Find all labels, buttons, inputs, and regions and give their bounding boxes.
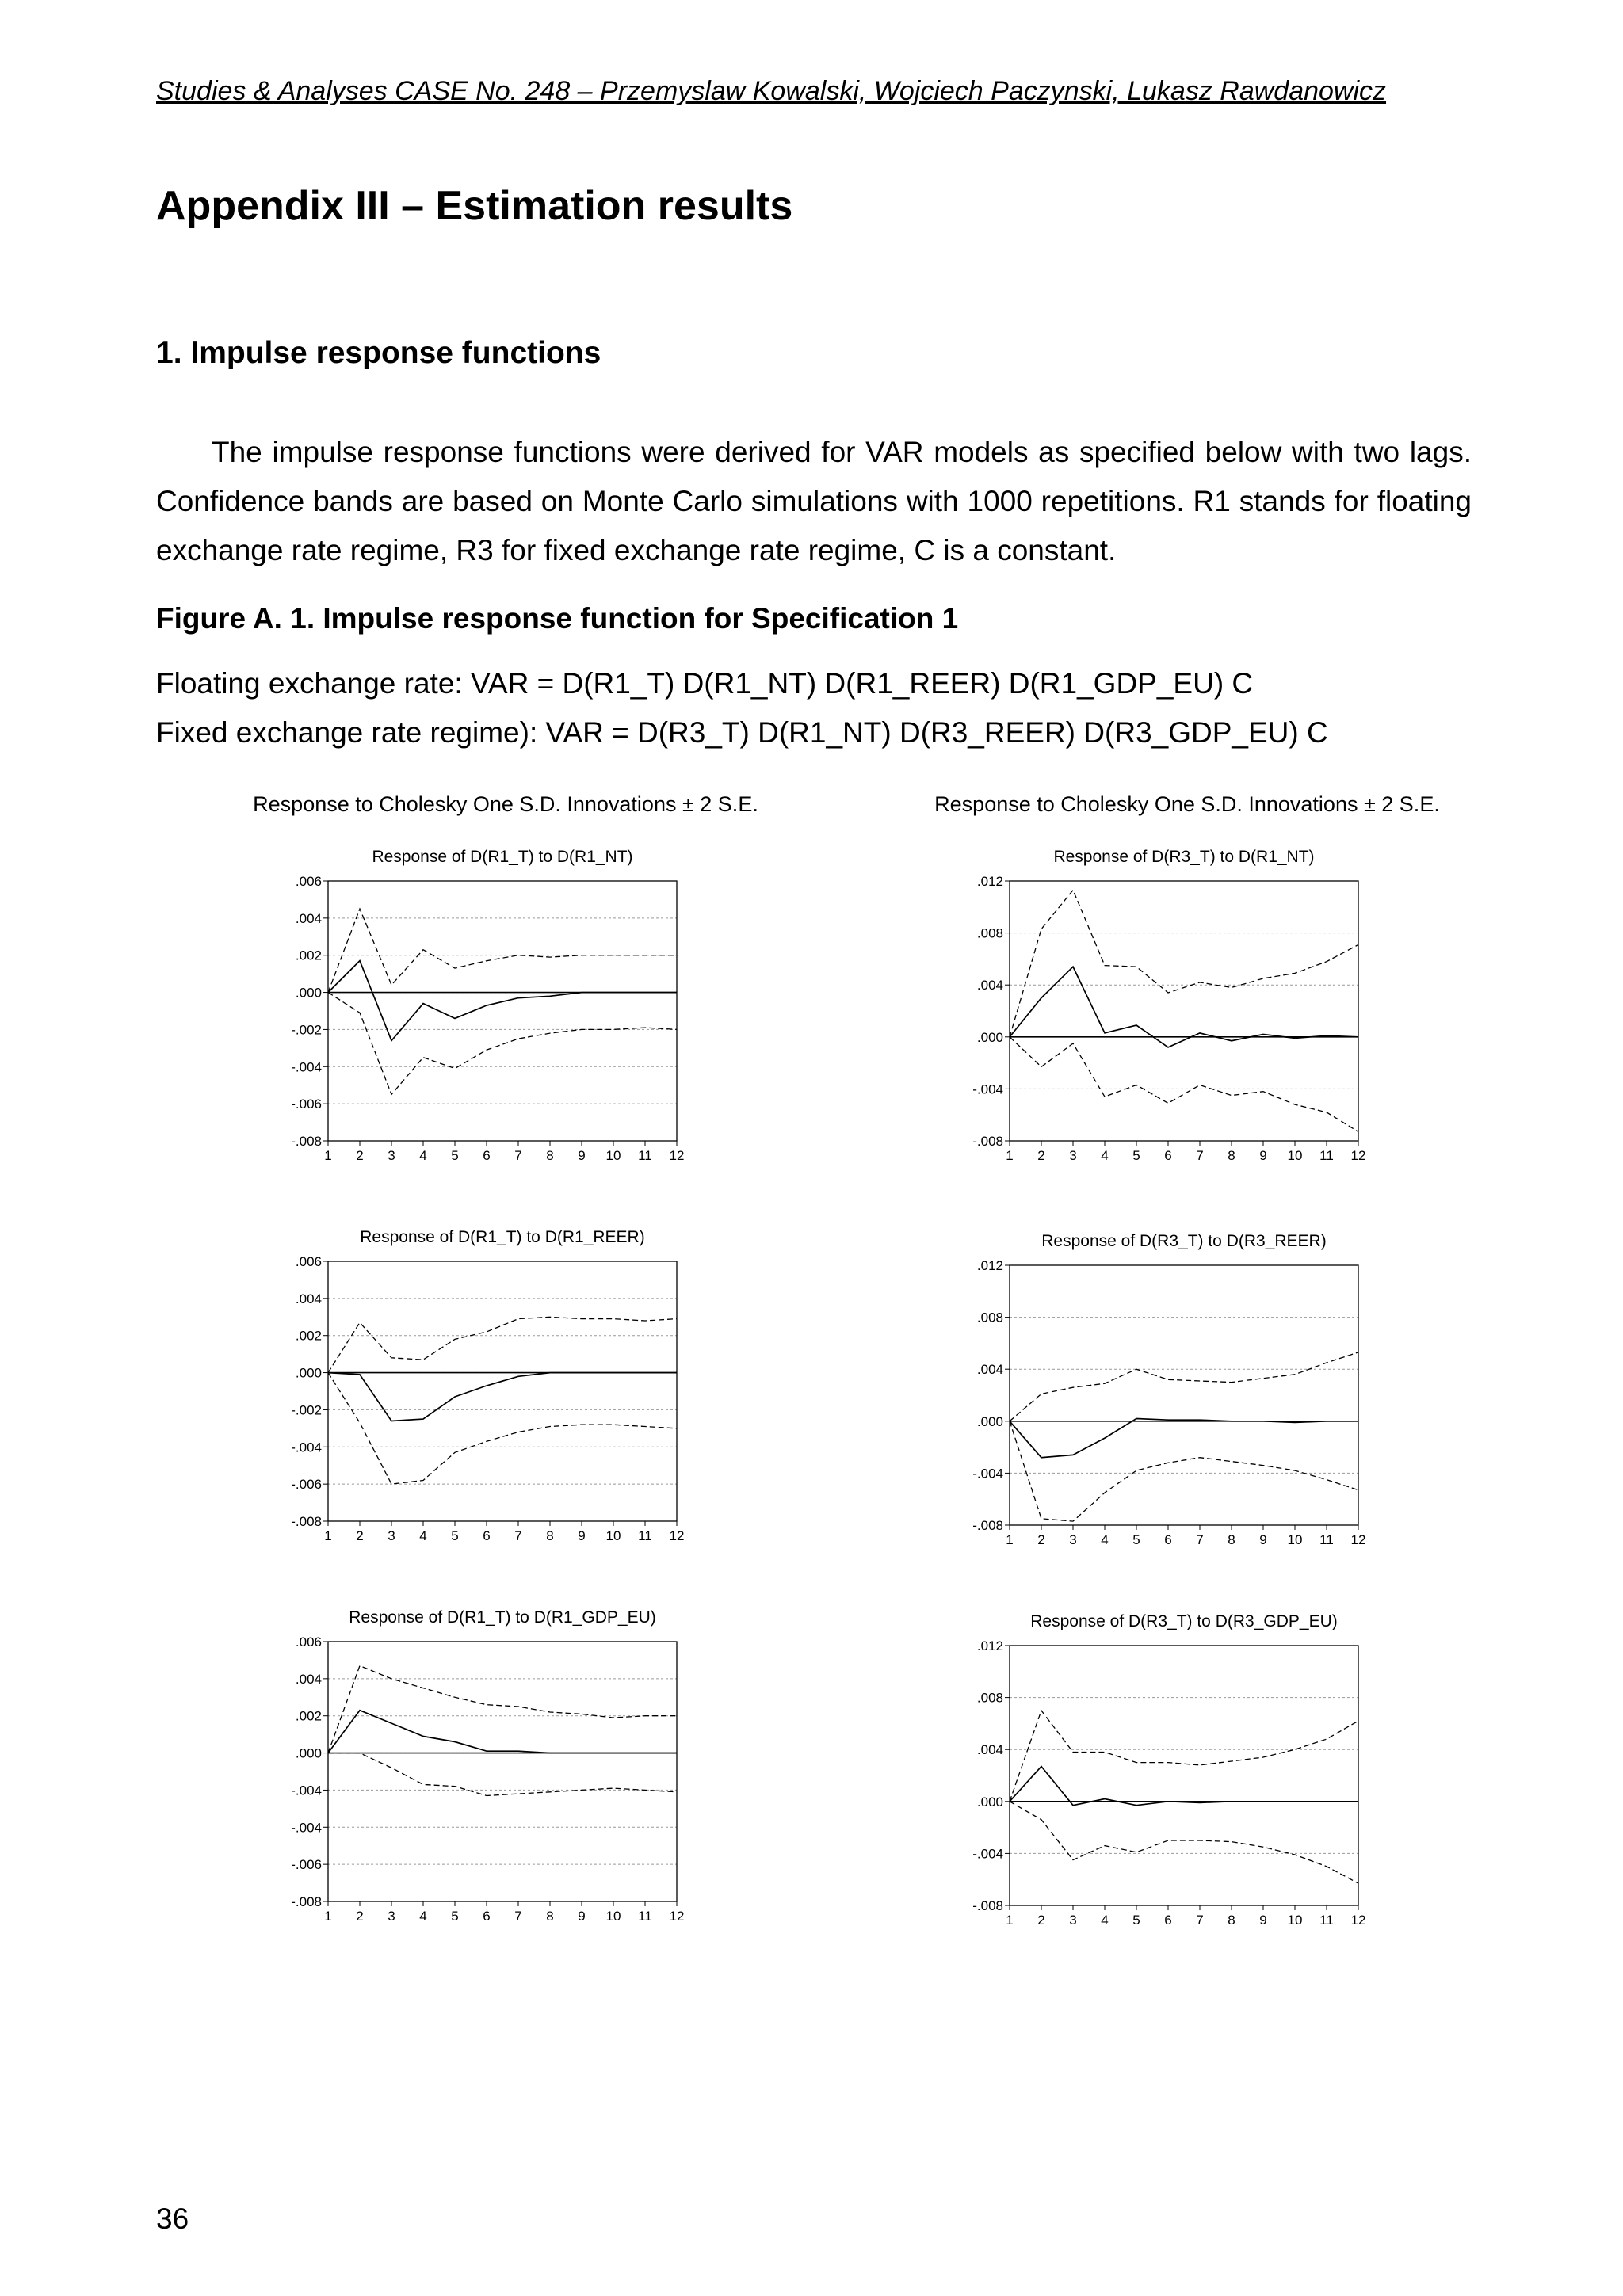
- x-tick-label: 4: [1101, 1532, 1109, 1547]
- x-tick-label: 2: [1037, 1148, 1045, 1163]
- x-tick-label: 9: [1259, 1148, 1267, 1163]
- y-tick-label: .004: [976, 1742, 1003, 1758]
- x-tick-label: 2: [1037, 1532, 1045, 1547]
- figure-caption: Figure A. 1. Impulse response function for Specification 1: [156, 602, 959, 635]
- upper-band-line: [1010, 1711, 1358, 1802]
- chart-title: Response of D(R3_T) to D(R3_REER): [1041, 1232, 1327, 1250]
- chart-r3t-to-r3gdpeu: [943, 1604, 1387, 1937]
- x-tick-label: 4: [419, 1528, 427, 1543]
- x-tick-label: 1: [324, 1148, 332, 1163]
- chart-title: Response of D(R1_T) to D(R1_REER): [360, 1228, 645, 1246]
- y-tick-label: -.004: [291, 1059, 322, 1075]
- x-tick-label: 10: [1287, 1532, 1303, 1547]
- x-tick-label: 4: [419, 1148, 427, 1163]
- y-tick-label: .000: [295, 1745, 322, 1761]
- y-tick-label: .008: [976, 925, 1003, 941]
- intro-paragraph: The impulse response functions were derived for VAR models as specified below with two lags. Confidence bands are based on Monte Carlo simulations with 1000 repetitions. R1 stands for floating exchange rate regime, R3 for fixed exchange rate regime, C is a constant.: [156, 436, 1472, 566]
- y-tick-label: -.008: [972, 1518, 1003, 1533]
- y-tick-label: .000: [976, 1029, 1003, 1045]
- y-tick-label: -.008: [291, 1134, 322, 1149]
- x-tick-label: 7: [1196, 1532, 1204, 1547]
- x-tick-label: 11: [1319, 1913, 1334, 1928]
- y-tick-label: .006: [295, 1634, 322, 1650]
- x-tick-label: 5: [1132, 1913, 1140, 1928]
- x-tick-label: 7: [514, 1528, 522, 1543]
- column-title-floating: Response to Cholesky One S.D. Innovations ± 2 S.E.: [253, 792, 758, 816]
- x-tick-label: 3: [1069, 1913, 1077, 1928]
- y-tick-label: .000: [976, 1413, 1003, 1429]
- x-tick-label: 7: [1196, 1913, 1204, 1928]
- x-tick-label: 3: [1069, 1532, 1077, 1547]
- x-tick-label: 10: [605, 1909, 621, 1924]
- upper-band-line: [328, 1317, 677, 1372]
- x-tick-label: 8: [546, 1528, 554, 1543]
- x-tick-label: 11: [638, 1148, 652, 1163]
- plot-frame: [1010, 881, 1358, 1141]
- chart-title: Response of D(R3_T) to D(R3_GDP_EU): [1030, 1612, 1338, 1630]
- x-tick-label: 10: [1287, 1148, 1303, 1163]
- y-tick-label: .004: [295, 910, 322, 926]
- x-tick-label: 1: [1006, 1532, 1014, 1547]
- y-tick-label: .006: [295, 1254, 322, 1269]
- response-line: [328, 1373, 677, 1421]
- lower-band-line: [1010, 1037, 1358, 1132]
- response-line: [1010, 967, 1358, 1047]
- y-tick-label: -.004: [972, 1846, 1003, 1862]
- spec-fixed: Fixed exchange rate regime): VAR = D(R3_T) D(R1_NT) D(R3_REER) D(R3_GDP_EU) C: [156, 716, 1328, 749]
- y-tick-label: -.008: [972, 1134, 1003, 1149]
- plot-frame: [328, 1261, 677, 1521]
- x-tick-label: 8: [1228, 1532, 1235, 1547]
- x-tick-label: 9: [1259, 1532, 1267, 1547]
- chart-title: Response of D(R1_T) to D(R1_GDP_EU): [349, 1608, 656, 1627]
- x-tick-label: 8: [1228, 1148, 1235, 1163]
- section-title: 1. Impulse response functions: [156, 336, 601, 370]
- lower-band-line: [328, 1373, 677, 1485]
- x-tick-label: 6: [1164, 1532, 1172, 1547]
- chart-r1t-to-r1reer: [262, 1220, 705, 1553]
- x-tick-label: 5: [1132, 1532, 1140, 1547]
- x-tick-label: 6: [483, 1148, 491, 1163]
- y-tick-label: -.004: [291, 1820, 322, 1836]
- upper-band-line: [1010, 1352, 1358, 1421]
- plot-frame: [1010, 1265, 1358, 1525]
- x-tick-label: 12: [1350, 1913, 1366, 1928]
- y-tick-label: .004: [295, 1671, 322, 1687]
- x-tick-label: 4: [1101, 1913, 1109, 1928]
- y-tick-label: -.008: [972, 1898, 1003, 1913]
- appendix-title: Appendix III – Estimation results: [156, 183, 793, 229]
- y-tick-label: -.006: [291, 1097, 322, 1112]
- y-tick-label: -.004: [291, 1440, 322, 1455]
- x-tick-label: 11: [1319, 1148, 1334, 1163]
- x-tick-label: 2: [356, 1148, 364, 1163]
- y-tick-label: -.002: [291, 1022, 322, 1038]
- x-tick-label: 12: [1350, 1532, 1366, 1547]
- response-line: [328, 1711, 677, 1753]
- x-tick-label: 9: [578, 1528, 586, 1543]
- x-tick-label: 5: [451, 1528, 459, 1543]
- lower-band-line: [328, 993, 677, 1095]
- x-tick-label: 8: [546, 1909, 554, 1924]
- lower-band-line: [1010, 1421, 1358, 1521]
- x-tick-label: 8: [1228, 1913, 1235, 1928]
- x-tick-label: 4: [419, 1909, 427, 1924]
- y-tick-label: .008: [976, 1310, 1003, 1325]
- y-tick-label: .000: [295, 1365, 322, 1381]
- y-tick-label: .012: [976, 874, 1003, 889]
- x-tick-label: 1: [1006, 1913, 1014, 1928]
- x-tick-label: 10: [605, 1528, 621, 1543]
- x-tick-label: 3: [388, 1528, 395, 1543]
- x-tick-label: 9: [578, 1909, 586, 1924]
- chart-title: Response of D(R3_T) to D(R1_NT): [1053, 848, 1315, 866]
- spec-floating: Floating exchange rate: VAR = D(R1_T) D(R1_NT) D(R1_REER) D(R1_GDP_EU) C: [156, 667, 1254, 700]
- chart-r1t-to-r1gdpeu: [262, 1600, 705, 1933]
- x-tick-label: 12: [669, 1148, 685, 1163]
- response-line: [1010, 1419, 1358, 1458]
- x-tick-label: 6: [483, 1528, 491, 1543]
- y-tick-label: .006: [295, 874, 322, 889]
- plot-frame: [1010, 1646, 1358, 1905]
- x-tick-label: 7: [1196, 1148, 1204, 1163]
- lower-band-line: [328, 1753, 677, 1796]
- upper-band-line: [328, 909, 677, 993]
- y-tick-label: .008: [976, 1690, 1003, 1706]
- x-tick-label: 12: [1350, 1148, 1366, 1163]
- x-tick-label: 5: [451, 1909, 459, 1924]
- x-tick-label: 6: [1164, 1913, 1172, 1928]
- x-tick-label: 3: [388, 1148, 395, 1163]
- y-tick-label: -.006: [291, 1857, 322, 1873]
- y-tick-label: -.002: [291, 1402, 322, 1418]
- x-tick-label: 8: [546, 1148, 554, 1163]
- y-tick-label: -.004: [972, 1466, 1003, 1482]
- y-tick-label: -.008: [291, 1514, 322, 1529]
- y-tick-label: .004: [976, 978, 1003, 994]
- column-title-fixed: Response to Cholesky One S.D. Innovations ± 2 S.E.: [934, 792, 1440, 816]
- x-tick-label: 6: [1164, 1148, 1172, 1163]
- y-tick-label: .000: [295, 985, 322, 1001]
- y-tick-label: -.008: [291, 1894, 322, 1909]
- x-tick-label: 7: [514, 1909, 522, 1924]
- x-tick-label: 7: [514, 1148, 522, 1163]
- y-tick-label: .002: [295, 948, 322, 963]
- x-tick-label: 9: [1259, 1913, 1267, 1928]
- x-tick-label: 3: [388, 1909, 395, 1924]
- y-tick-label: -.006: [291, 1477, 322, 1493]
- running-header: Studies & Analyses CASE No. 248 – Przemyslaw Kowalski, Wojciech Paczynski, Lukasz Rawdanowicz: [156, 76, 1387, 106]
- y-tick-label: .000: [976, 1794, 1003, 1810]
- x-tick-label: 3: [1069, 1148, 1077, 1163]
- x-tick-label: 12: [669, 1528, 685, 1543]
- x-tick-label: 9: [578, 1148, 586, 1163]
- x-tick-label: 1: [324, 1528, 332, 1543]
- lower-band-line: [1010, 1802, 1358, 1883]
- y-tick-label: .012: [976, 1258, 1003, 1273]
- response-line: [1010, 1767, 1358, 1806]
- chart-r1t-to-r1nt: [262, 840, 705, 1173]
- y-tick-label: .004: [976, 1362, 1003, 1378]
- x-tick-label: 6: [483, 1909, 491, 1924]
- chart-r3t-to-r1nt: [943, 840, 1387, 1173]
- x-tick-label: 5: [1132, 1148, 1140, 1163]
- page-number: 36: [156, 2203, 189, 2235]
- x-tick-label: 12: [669, 1909, 685, 1924]
- x-tick-label: 11: [638, 1528, 652, 1543]
- x-tick-label: 10: [1287, 1913, 1303, 1928]
- y-tick-label: .002: [295, 1708, 322, 1724]
- x-tick-label: 2: [356, 1528, 364, 1543]
- chart-title: Response of D(R1_T) to D(R1_NT): [372, 848, 633, 866]
- chart-r3t-to-r3reer: [943, 1224, 1387, 1557]
- y-tick-label: -.004: [291, 1783, 322, 1798]
- x-tick-label: 1: [1006, 1148, 1014, 1163]
- x-tick-label: 2: [1037, 1913, 1045, 1928]
- x-tick-label: 4: [1101, 1148, 1109, 1163]
- x-tick-label: 11: [1319, 1532, 1334, 1547]
- y-tick-label: .004: [295, 1291, 322, 1306]
- x-tick-label: 1: [324, 1909, 332, 1924]
- y-tick-label: .012: [976, 1638, 1003, 1653]
- x-tick-label: 2: [356, 1909, 364, 1924]
- y-tick-label: .002: [295, 1328, 322, 1344]
- x-tick-label: 10: [605, 1148, 621, 1163]
- x-tick-label: 11: [638, 1909, 652, 1924]
- x-tick-label: 5: [451, 1148, 459, 1163]
- plot-frame: [328, 1642, 677, 1901]
- y-tick-label: -.004: [972, 1081, 1003, 1097]
- upper-band-line: [1010, 891, 1358, 1037]
